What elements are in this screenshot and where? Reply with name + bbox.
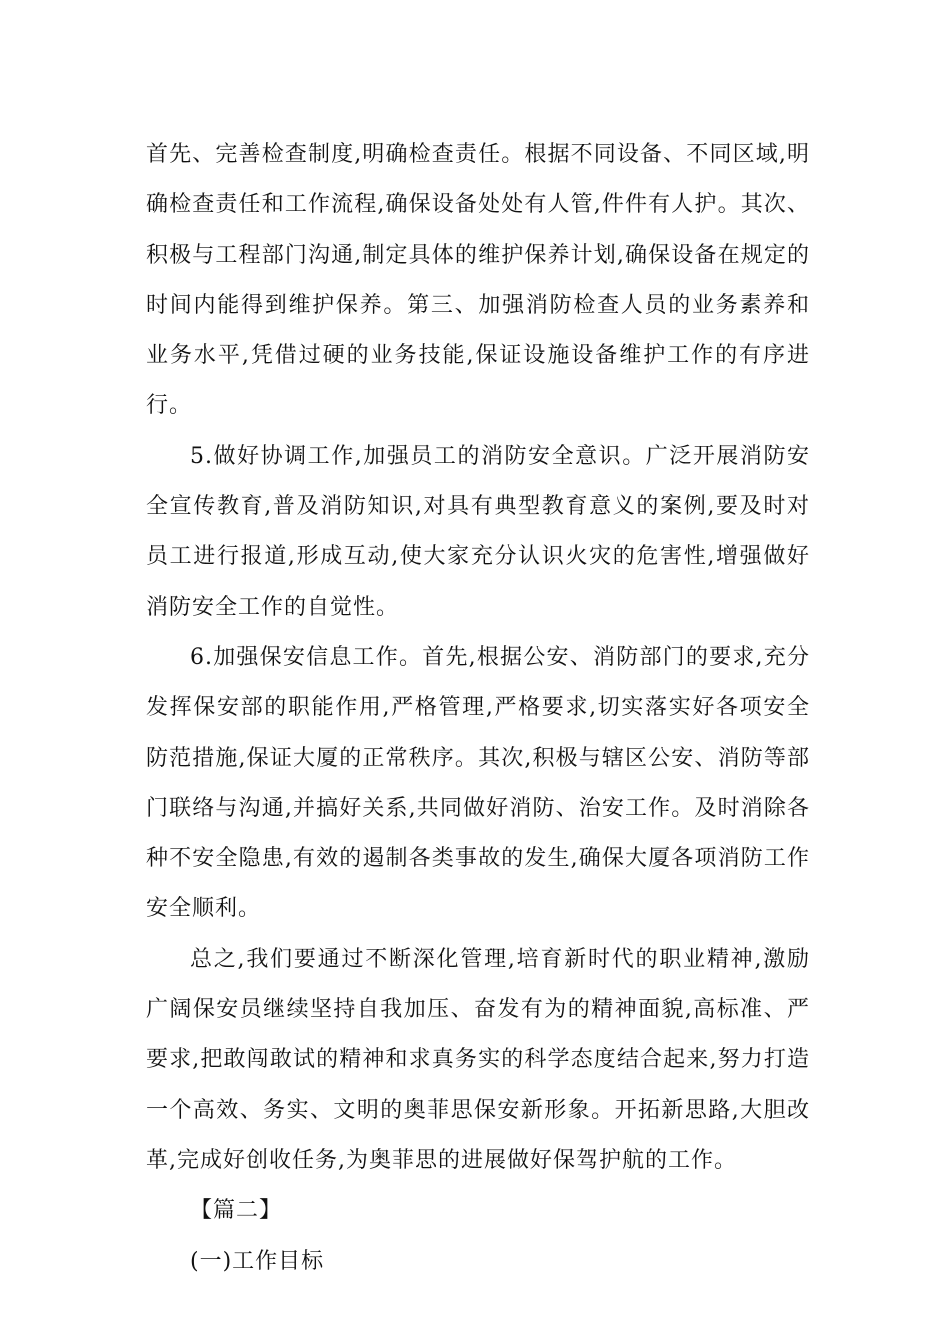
paragraph-summary: 总之,我们要通过不断深化管理,培育新时代的职业精神,激励广阔保安员继续坚持自我加压、奋发有为的精神面貌,高标准、严要求,把敢闯敢试的精神和求真务实的科学态度结合起来,努力打造一个高效、务实、文明的奥菲思保安新形象。开拓新思路,大胆改革,完成好创收任务,为奥菲思的进展做好保驾护航的工作。 (146, 946, 810, 1173)
paragraph-maintenance: 首先、完善检查制度,明确检查责任。根据不同设备、不同区域,明确检查责任和工作流程,确保设备处处有人管,件件有人护。其次、积极与工程部门沟通,制定具体的维护保养计划,确保设备在规定的时间内能得到维护保养。第三、加强消防检查人员的业务素养和业务水平,凭借过硬的业务技能,保证设施设备维护工作的有序进行。 (146, 142, 810, 419)
paragraph-item-5: 5.做好协调工作,加强员工的消防安全意识。广泛开展消防安全宣传教育,普及消防知识,对具有典型教育意义的案例,要及时对员工进行报道,形成互动,使大家充分认识火灾的危害性,增强做好消防安全工作的自觉性。 (146, 443, 810, 620)
document-page (146, 130, 810, 1287)
subheading-goals: (一)工作目标 (190, 1248, 325, 1274)
section-heading: 【篇二】 (190, 1198, 283, 1224)
paragraph-item-6: 6.加强保安信息工作。首先,根据公安、消防部门的要求,充分发挥保安部的职能作用,严格管理,严格要求,切实落实好各项安全防范措施,保证大厦的正常秩序。其次,积极与辖区公安、消防等部门联络与沟通,并搞好关系,共同做好消防、治安工作。及时消除各种不安全隐患,有效的遏制各类事故的发生,确保大厦各项消防工作安全顺利。 (146, 644, 810, 922)
